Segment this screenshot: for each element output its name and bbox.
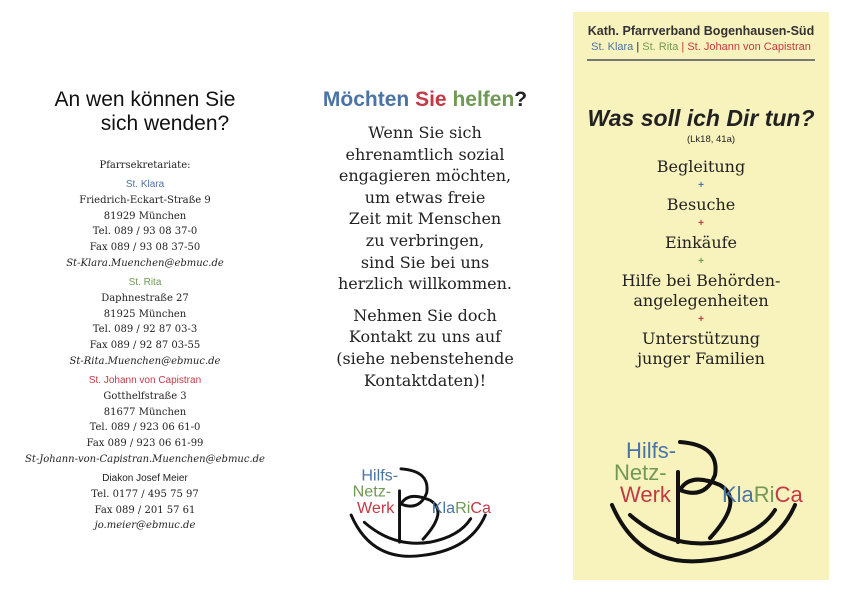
services-list: [573, 157, 829, 369]
text-line: Zeit mit Menschen: [348, 209, 502, 229]
hilfsnetzwerk-logo: [338, 460, 508, 570]
logo-arc-inner: [364, 519, 470, 544]
text-line: Kontakt zu uns auf: [348, 327, 502, 347]
office-name: St. Johann von Capistran: [88, 374, 202, 386]
office-block: [10, 275, 280, 370]
plus-icon: +: [698, 180, 704, 191]
logo-word-hilfs: Hilfs-: [626, 438, 677, 463]
office-city: 81677 München: [103, 406, 187, 418]
service-item: Begleitung: [656, 157, 746, 176]
logo-word-netz: Netz-: [614, 460, 667, 485]
logo-klarica-part: Kla: [431, 498, 456, 517]
office-block: [10, 373, 280, 468]
logo-klarica-part: Ri: [753, 482, 775, 507]
office-fax: Fax 089 / 93 08 37-50: [89, 242, 201, 254]
deacon-fax: Fax 089 / 201 57 61: [94, 504, 196, 516]
office-email[interactable]: St-Johann-von-Capistran.Muenchen@ebmuc.de: [25, 453, 265, 465]
logo-klarica-part: Ca: [470, 498, 491, 517]
service-item: Besuche: [666, 195, 736, 214]
org-name: Kath. Pfarrverband Bogenhausen-Süd: [587, 24, 815, 38]
office-tel: Tel. 089 / 93 08 37-0: [92, 226, 198, 238]
text-line: engagieren möchten,: [338, 166, 512, 186]
logo-word-netz: Netz-: [352, 482, 392, 501]
cover-title: Was soll ich Dir tun?: [587, 105, 815, 131]
office-street: Daphnestraße 27: [101, 292, 189, 304]
parish-list: St. Klara | St. Rita | St. Johann von Capistran: [591, 41, 811, 53]
contact-heading: An wen können Sie sich wenden?: [54, 88, 236, 135]
office-street: Friedrich-Eckart-Straße 9: [79, 194, 211, 206]
text-line: Nehmen Sie doch: [353, 305, 497, 325]
logo-word-werk: Werk: [620, 482, 671, 507]
text-line: herzlich willkommen.: [337, 274, 512, 294]
text-line: um etwas freie: [364, 187, 486, 207]
text-line: zu verbringen,: [365, 230, 485, 250]
office-fax: Fax 089 / 923 06 61-99: [86, 438, 204, 450]
logo-arc-outer: [612, 505, 795, 561]
logo-arc-inner: [630, 510, 775, 543]
logo-klarica-part: Kla: [722, 482, 754, 507]
text-line: (siehe nebenstehende: [336, 348, 514, 368]
help-title: Möchten Sie helfen?: [322, 88, 528, 111]
help-panel: [300, 88, 550, 391]
logo-klarica-part: Ca: [774, 482, 803, 507]
secretariats-label: Pfarrsekretariate:: [99, 160, 191, 171]
text-line: ehrenamtlich sozial: [345, 144, 505, 164]
service-item: Hilfe bei Behörden-: [621, 271, 781, 290]
office-fax: Fax 089 / 92 87 03-55: [89, 340, 201, 352]
service-item: angelegenheiten: [633, 291, 769, 310]
logo-word-hilfs: Hilfs-: [361, 466, 399, 485]
divider: [587, 59, 815, 61]
service-item: junger Familien: [637, 349, 765, 368]
office-street: Gotthelfstraße 3: [103, 390, 187, 402]
help-paragraph-1: [300, 122, 550, 295]
logo-klarica-part: Ri: [455, 498, 471, 517]
deacon-tel: Tel. 0177 / 495 75 97: [91, 488, 199, 500]
office-tel: Tel. 089 / 92 87 03-3: [92, 324, 198, 336]
plus-icon: +: [698, 256, 704, 267]
deacon-name: Diakon Josef Meier: [102, 472, 188, 484]
office-email[interactable]: St-Rita.Muenchen@ebmuc.de: [69, 355, 221, 367]
text-line: Kontaktdaten)!: [363, 370, 487, 390]
office-name: St. Rita: [128, 276, 162, 288]
office-email[interactable]: St-Klara.Muenchen@ebmuc.de: [66, 257, 224, 269]
office-city: 81925 München: [103, 308, 187, 320]
logo-word-klarica: [722, 482, 803, 507]
office-name: St. Klara: [125, 178, 165, 190]
contact-panel: [10, 88, 280, 534]
service-item: Einkäufe: [664, 233, 738, 252]
text-line: sind Sie bei uns: [360, 252, 490, 272]
text-line: Wenn Sie sich: [368, 123, 482, 142]
office-block: [10, 177, 280, 272]
logo-word-werk: Werk: [357, 498, 395, 517]
logo-arc-outer: [351, 515, 485, 556]
hilfsnetzwerk-logo-cover: [600, 430, 820, 580]
plus-icon: +: [698, 314, 704, 325]
deacon-email[interactable]: jo.meier@ebmuc.de: [94, 520, 196, 532]
bible-reference: (Lk18, 41a): [686, 134, 736, 145]
service-item: Unterstützung: [642, 329, 760, 348]
office-city: 81929 München: [103, 210, 187, 222]
logo-word-klarica: [432, 499, 491, 517]
plus-icon: +: [698, 218, 704, 229]
help-paragraph-2: [300, 305, 550, 391]
office-tel: Tel. 089 / 923 06 61-0: [89, 422, 201, 434]
